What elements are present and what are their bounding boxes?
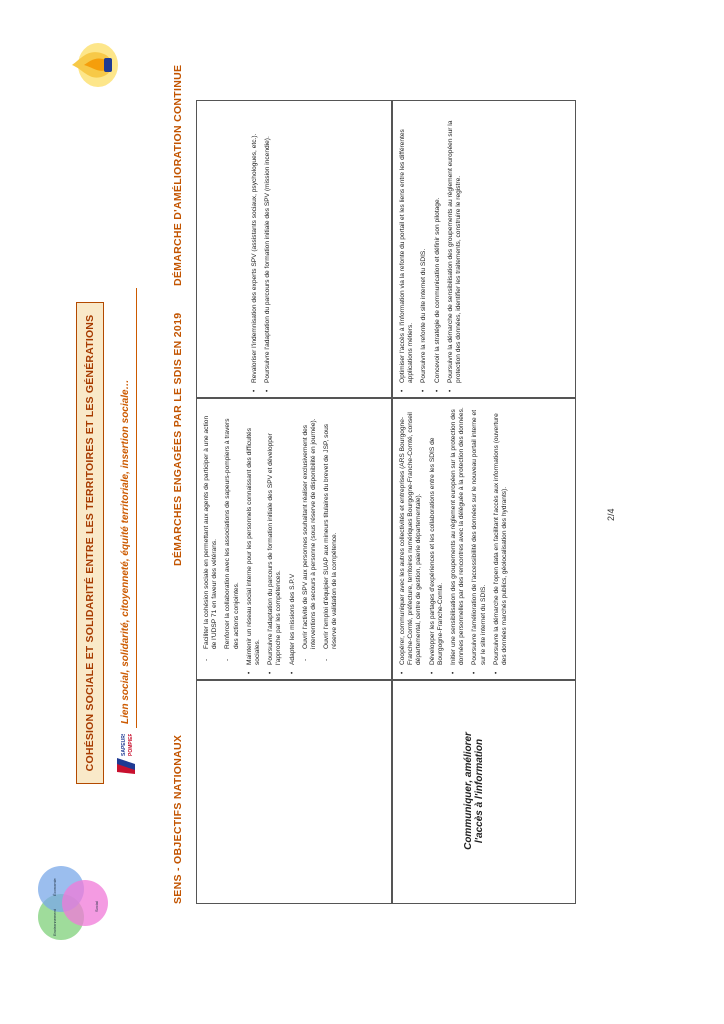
list-item: • Poursuivre la démarche de sensibilisation des groupements au règlement européen sur la protection des données, identifier les traitements, construire le registre. bbox=[447, 109, 463, 383]
row1-objective-cell bbox=[196, 680, 392, 904]
row2-objective-cell bbox=[392, 680, 576, 904]
venn-label-environment: Environnement bbox=[52, 909, 57, 936]
subtitle-underline bbox=[136, 288, 137, 728]
list-item: - Ouvrir l'emploi d'équipier SUAP aux mineurs titulaires du brevet de JSP, sous réserve de validation de la compétence. bbox=[323, 407, 339, 649]
list-item: • Développer les partages d'expériences et les collaborations entre les SDIS de Bourgogne-Franche-Comté. bbox=[429, 407, 445, 665]
list-item: • Poursuivre la démarche de l'open data en facilitant l'accès aux informations (ouverture des données marchés publics, géolocalisation des hydrants). bbox=[493, 407, 509, 665]
page-title: COHÉSION SOCIALE ET SOLIDARITÉ ENTRE LES TERRITOIRES ET LES GÉNÉRATIONS bbox=[76, 302, 104, 784]
row2-continuous-cell bbox=[392, 100, 576, 398]
row1-continuous-list bbox=[197, 101, 281, 397]
list-item: • Concevoir la stratégie de communication et définir son pilotage. bbox=[434, 109, 442, 383]
svg-text:SAPEURS: SAPEURS bbox=[121, 734, 127, 756]
column-header-continuous: DÉMARCHE D'AMÉLIORATION CONTINUE bbox=[172, 64, 184, 286]
sdis-flame-logo bbox=[66, 36, 129, 94]
venn-circle-social bbox=[62, 880, 108, 926]
venn-label-social: Social bbox=[94, 901, 99, 912]
list-item: • Poursuivre l'adaptation du parcours de formation initiale des SPV (mission incendie). bbox=[264, 109, 272, 383]
row1-engaged-list bbox=[197, 399, 349, 679]
row1-continuous-cell bbox=[196, 100, 392, 398]
list-item: • Adapter les missions des S.P.V bbox=[289, 407, 297, 665]
list-item: • Coopérer, communiquer avec les autres collectivités et entreprises (ARS Bourgogne-Franche-Comté, préfecture, territoires numériques Bourgogne-Franche-Comté, conseil départemental, centre de gestion, paierie départementale). bbox=[399, 407, 424, 665]
list-item: • Optimiser l'accès à l'information via la refonte du portail et les liens entre les différentes applications métiers. bbox=[399, 109, 415, 383]
list-item: • Revaloriser l'indemnisation des experts SPV (assistants sociaux, psychologues, etc.). bbox=[251, 109, 259, 383]
list-item: - Renforcer la collaboration avec les associations de sapeurs-pompiers à travers des actions conjointes. bbox=[224, 407, 240, 649]
list-item: - Faciliter la cohésion sociale en permettant aux agents de participer à une action de l'UDSP 71 en faveur des vétérans. bbox=[203, 407, 219, 649]
row2-objective-label: Communiquer, améliorer l'accès à l'information bbox=[463, 732, 485, 850]
sapeurs-pompiers-logo bbox=[113, 734, 139, 774]
list-item: • Poursuivre l'adaptation du parcours de formation initiale des SPV et développer l'approche par les compétences. bbox=[267, 407, 283, 665]
column-header-engaged: DÉMARCHES ENGAGÉES PAR LE SDIS EN 2019 bbox=[172, 312, 184, 566]
list-item: • Poursuivre l'amélioration de l'accessibilité des données sur le nouveau portail interne et sur le site internet du SDIS. bbox=[471, 407, 487, 665]
row2-engaged-cell bbox=[392, 398, 576, 680]
row1-engaged-cell bbox=[196, 398, 392, 680]
list-item: • Maintenir un réseau social interne pour les personnels connaissant des difficultés sociales. bbox=[246, 407, 262, 665]
page-number: 2/4 bbox=[606, 508, 616, 521]
subtitle: Lien social, solidarité, citoyenneté, équité territoriale, insertion sociale… bbox=[120, 379, 131, 724]
row2-continuous-list bbox=[393, 101, 472, 397]
svg-text:POMPIERS: POMPIERS bbox=[128, 734, 134, 756]
venn-label-economy: Économie bbox=[52, 878, 57, 896]
list-item: • Initier une sensibilisation des groupements au règlement européen sur la protection des données personnelles par des rencontres avec la déléguée à la protection des données. bbox=[450, 407, 466, 665]
list-item: • Poursuivre la refonte du site internet du SDIS. bbox=[420, 109, 428, 383]
actions-table bbox=[196, 0, 596, 904]
column-header-objectives: SENS - OBJECTIFS NATIONAUX bbox=[172, 734, 184, 904]
row2-engaged-list bbox=[393, 399, 518, 679]
list-item: - Ouvrir l'activité de SPV aux personnes souhaitant réaliser exclusivement des interventions de secours à personne (sous réserve de disponibilité en journée). bbox=[302, 407, 318, 649]
